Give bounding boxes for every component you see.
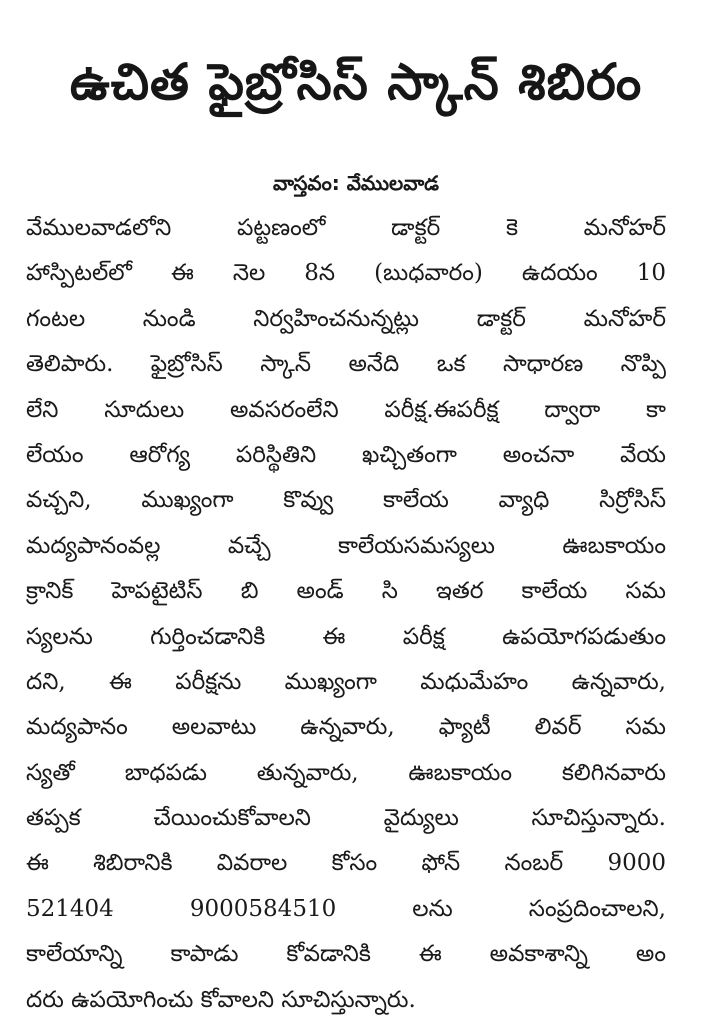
body-line: 521404 9000584510 లను సంప్రదించాలని, [26,895,666,922]
body-line: దని, ఈ పరీక్షను ముఖ్యంగా మధుమేహం ఉన్నవారు, [26,668,666,695]
dateline: వాస్తవం: వేములవాడ [273,171,439,195]
body-line: తెలిపారు. ఫైబ్రోసిస్ స్కాన్ అనేది ఒక సాధారణ నొప్పి [26,351,666,378]
body-line: స్యతో బాధపడు తున్నవారు, ఊబకాయం కలిగినవారు [26,759,666,786]
body-line: స్యలను గుర్తించడానికి ఈ పరీక్ష ఉపయోగపడుతుం [26,623,666,650]
body-line: గంటల నుండి నిర్వహించనున్నట్లు డాక్టర్ మనోహర్ [26,305,666,332]
body-line: వేములవాడలోని పట్టణంలో డాక్టర్ కె మనోహర్ [26,215,666,241]
body-line: కాలేయాన్ని కాపాడు కోవడానికి ఈ అవకాశాన్ని అం [26,941,666,968]
body-line: తప్పక చేయించుకోవాలని వైద్యులు సూచిస్తున్నారు. [26,805,666,832]
body-line: మద్యపానం అలవాటు ఉన్నవారు, ఫ్యాటీ లివర్ సమ [26,714,666,741]
body-line: లేని సూదులు అవసరంలేని పరీక్ష.ఈపరీక్ష ద్వారా కా [26,396,666,423]
body-line: ఈ శిబిరానికి వివరాల కోసం ఫోన్ నంబర్ 9000 [26,850,666,877]
body-line: మద్యపానంవల్ల వచ్చే కాలేయసమస్యలు ఊబకాయం [26,532,666,559]
body-line: హాస్పిటల్‌లో ఈ నెల 8న (బుధవారం) ఉదయం 10 [26,260,666,287]
article-headline: ఉచిత ఫైబ్రోసిస్ స్కాన్ శిబిరం [69,53,643,111]
body-line: వచ్చని, ముఖ్యంగా కొవ్వు కాలేయ వ్యాధి సిర్రోసిస్ [26,487,666,514]
article-body [26,206,666,1023]
body-line: క్రానిక్ హెపటైటిస్ బి అండ్ సి ఇతర కాలేయ సమ [26,578,666,605]
body-line: లేయం ఆరోగ్య పరిస్థితిని ఖచ్చితంగా అంచనా వేయ [26,441,666,468]
body-line: దరు ఉపయోగించు కోవాలని సూచిస్తున్నారు. [26,986,416,1013]
